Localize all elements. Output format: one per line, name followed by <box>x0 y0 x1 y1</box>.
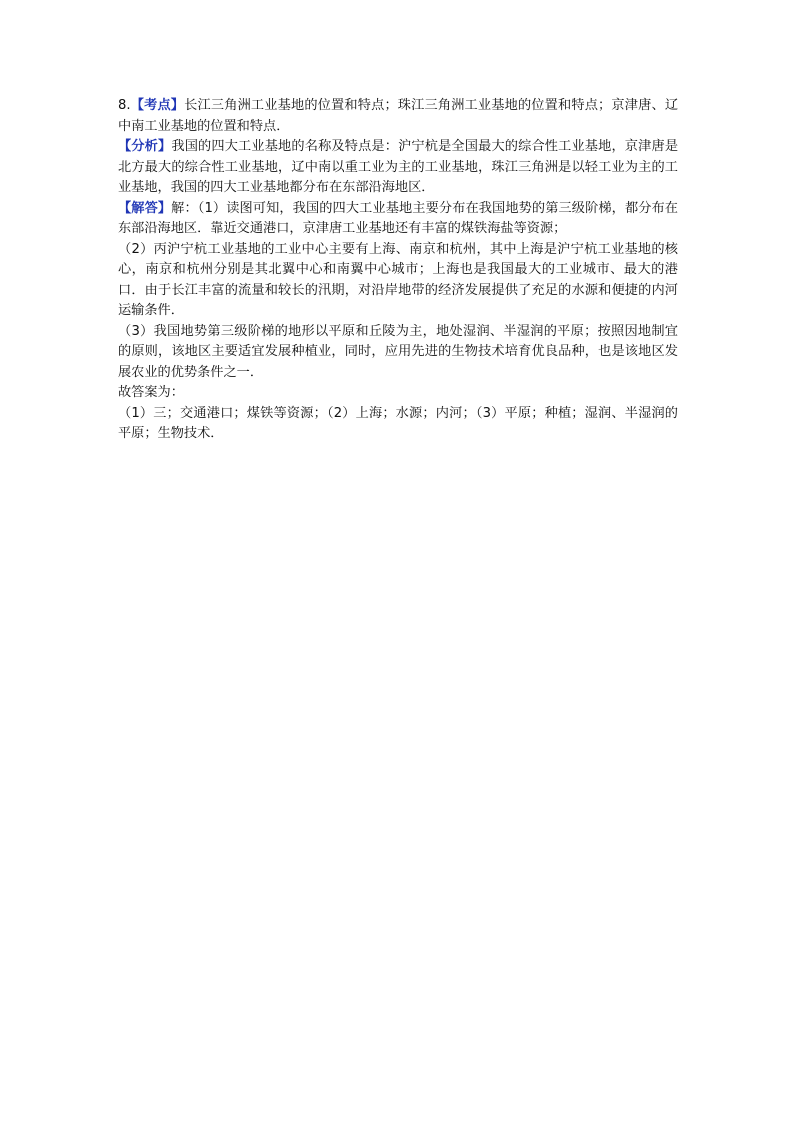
answer-label: 故答案为： <box>118 385 184 400</box>
part2-paragraph: （2）丙沪宁杭工业基地的工业中心主要有上海、南京和杭州，其中上海是沪宁杭工业基地的核心，南京和杭州分别是其北翼中心和南翼中心城市；上海也是我国最大的工业城市、最大的港口．由于长江丰富的流量和较长的汛期，对沿岸地带的经济发展提供了充足的水源和便捷的内河运输条件． <box>118 241 678 318</box>
jieda-text: 解：（1）读图可知，我国的四大工业基地主要分布在我国地势的第三级阶梯，都分布在东部沿海地区．靠近交通港口，京津唐工业基地还有丰富的煤铁海盐等资源； <box>118 200 678 236</box>
answer-text: （1）三；交通港口；煤铁等资源；（2）上海；水源；内河；（3）平原；种植；湿润、半湿润的平原；生物技术． <box>118 405 678 441</box>
solution-block <box>118 96 678 445</box>
kaodian-tag: 【考点】 <box>130 98 185 113</box>
fenxi-paragraph <box>118 137 678 199</box>
fenxi-text: 我国的四大工业基地的名称及特点是：沪宁杭是全国最大的综合性工业基地，京津唐是北方最大的综合性工业基地，辽中南以重工业为主的工业基地，珠江三角洲是以轻工业为主的工业基地，我国的四大工业基地都分布在东部沿海地区． <box>118 139 679 195</box>
jieda-tag: 【解答】 <box>118 200 172 216</box>
kaodian-paragraph <box>118 96 678 137</box>
part3-paragraph: （3）我国地势第三级阶梯的地形以平原和丘陵为主，地处湿润、半湿润的平原；按照因地制宜的原则，该地区主要适宜发展种植业，同时，应用先进的生物技术培育优良品种，也是该地区发展农业的优势条件之一． <box>118 323 678 380</box>
kaodian-text: 长江三角洲工业基地的位置和特点；珠江三角洲工业基地的位置和特点；京津唐、辽中南工业基地的位置和特点． <box>118 98 679 134</box>
fenxi-tag: 【分析】 <box>118 139 172 154</box>
jieda-paragraph <box>118 199 678 240</box>
question-number: 8. <box>118 98 131 113</box>
